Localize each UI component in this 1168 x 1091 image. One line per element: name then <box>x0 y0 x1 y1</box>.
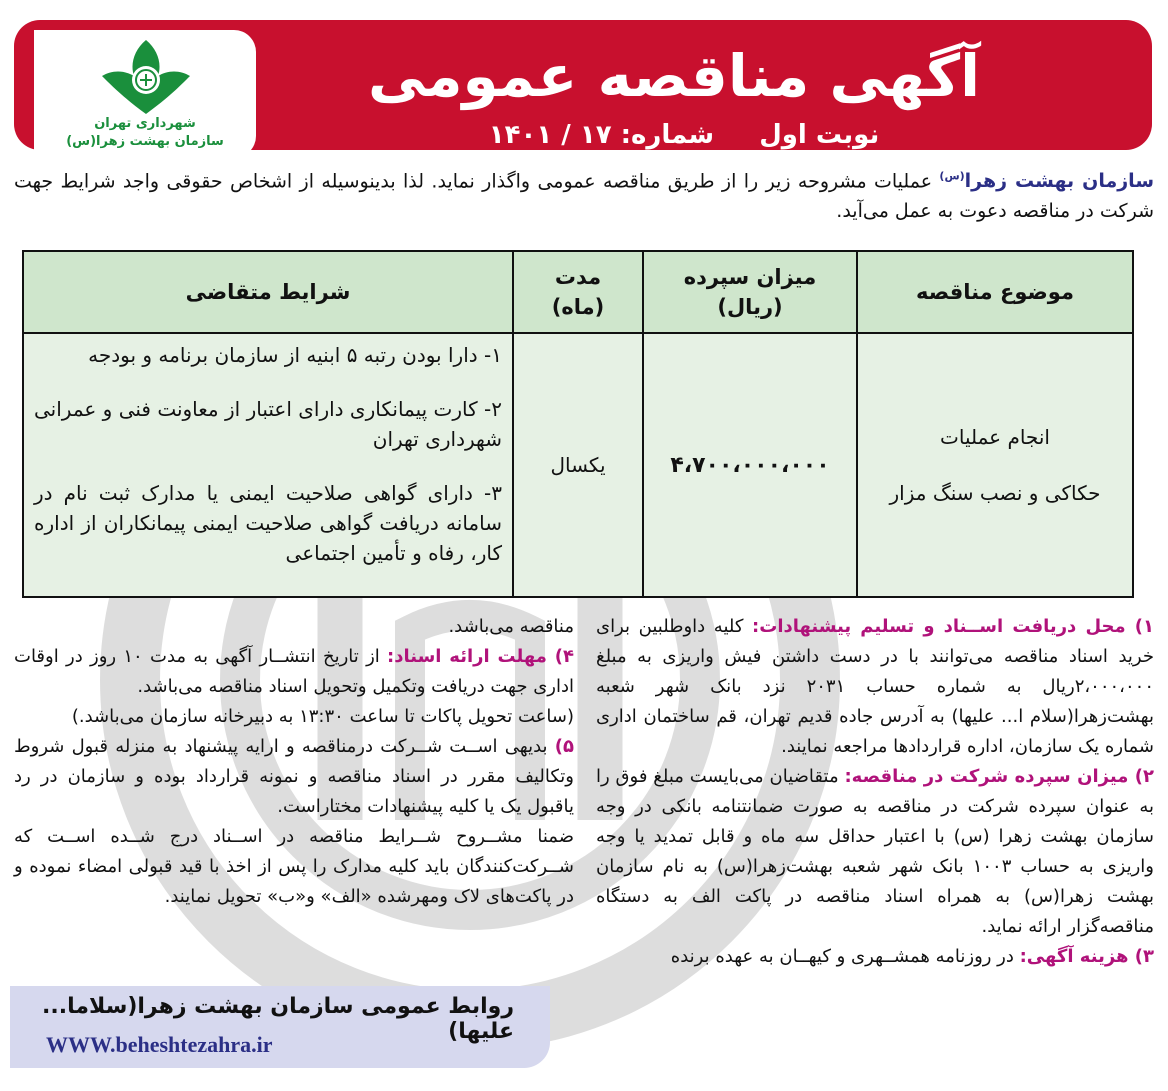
cell-duration: یکسال <box>513 333 643 597</box>
table-header-row <box>23 251 1133 333</box>
notice-title: آگهی مناقصه عمومی <box>367 42 981 110</box>
section-4-note: (ساعت تحویل پاکات تا ساعت ۱۳:۳۰ به دبیرخانه سازمان می‌باشد.) <box>71 706 574 727</box>
section-3: ۳) هزینه آگهی: در روزنامه همشــهری و کیهــان به عهده برنده <box>670 946 1154 967</box>
notice-subtitle <box>454 120 914 150</box>
header-duration: مدت (ماه) <box>513 251 643 333</box>
intro-paragraph <box>14 162 1154 226</box>
organization-logo <box>34 30 256 158</box>
footer-public-relations: روابط عمومی سازمان بهشت زهرا(سلاما... علیها) <box>42 994 514 1044</box>
notice-number: شماره: ۱۷ / ۱۴۰۱ <box>488 120 715 150</box>
header-conditions: شرایط متقاضی <box>23 251 513 333</box>
condition-item: ۲- کارت پیمانکاری دارای اعتبار از معاونت فنی و عمرانی شهرداری تهران <box>34 397 502 451</box>
header-subject: موضوع مناقصه <box>857 251 1133 333</box>
table-row <box>23 333 1133 597</box>
condition-item: ۳- دارای گواهی صلاحیت ایمنی یا مدارک ثبت نام در سامانه دریافت گواهی صلاحیت ایمنی پیمانکاران از اداره کار، رفاه و تأمین اجتماعی <box>34 481 502 565</box>
section-4: ۴) مهلت ارائه اسناد: از تاریخ انتشــار آگهی به مدت ۱۰ روز در اوقات اداری جهت دریافت وتکمیل وتحویل اسناد مناقصه می‌باشد. <box>14 646 574 697</box>
header-deposit: میزان سپرده (ریال) <box>643 251 857 333</box>
section-2: ۲) میزان سپرده شرکت در مناقصه: متقاضیان می‌بایست مبلغ فوق را به عنوان سپرده شرکت در مناقصه به صورت ضمانتنامه بانکی در وجه سازمان بهشت زهرا (س) با اعتبار حداقل سه ماه و قابل تمدید یا وجه واریزی به حساب ۱۰۰۳ بانک شهر شعبه بهشت‌زهرا(س) به نام سازمان بهشت زهرا(س) به همراه اسناد مناقصه در پاکت الف به دستگاه مناقصه‌گزار ارائه نماید. <box>596 766 1154 937</box>
tulip-logo-icon <box>94 36 198 120</box>
notice-round: نوبت اول <box>759 120 880 150</box>
closing-paragraph: ضمنا مشــروح شــرایط مناقصه در اســناد درج شــده اســت که شــرکت‌کنندگان باید کلیه مدارک را پس از اخذ با قید قبولی امضاء نموده و در پاکت‌های لاک ومهرشده «الف» و«ب» تحویل نمایند. <box>14 826 574 907</box>
section-3-continued: مناقصه می‌باشد. <box>448 616 574 637</box>
section-1: ۱) محل دریافت اســناد و تسلیم پیشنهادات: کلیه داوطلبین برای خرید اسناد مناقصه می‌توانند با در دست داشتن فیش واریزی به مبلغ ۲،۰۰۰،۰۰۰ریال به شماره حساب ۲۰۳۱ نزد بانک شهر شعبه بهشت‌زهرا(سلام ا... علیها) به آدرس جاده قدیم تهران، قم ساختمان اداری شماره یک سازمان، اداره قراردادها مراجعه نمایند. <box>596 616 1155 757</box>
left-column <box>14 612 574 912</box>
section-5: ۵) بدیهی اســت شــرکت درمناقصه و ارایه پیشنهاد به منزله قبول شروط وتکالیف مقرر در اسناد مناقصه و نمونه قرارداد بوده و سازمان در رد یاقبول یک یا کلیه پیشنهادات مختاراست. <box>14 736 574 817</box>
cell-deposit: ۴،۷۰۰،۰۰۰،۰۰۰ <box>643 333 857 597</box>
footer-box <box>10 986 550 1068</box>
logo-organization-text: سازمان بهشت زهرا(س) <box>66 134 224 149</box>
intro-org-name: سازمان بهشت زهرا$^{(س)}$ <box>939 170 1155 193</box>
right-column <box>596 612 1154 972</box>
intro-text: عملیات مشروحه زیر را از طریق مناقصه عمومی واگذار نماید. لذا بدینوسیله از اشخاص حقوقی واجد شرایط جهت شرکت در مناقصه دعوت به عمل می‌آید. <box>14 170 1154 223</box>
cell-conditions <box>23 333 513 597</box>
condition-item: ۱- دارا بودن رتبه ۵ ابنیه از سازمان برنامه و بودجه <box>88 343 502 367</box>
website-link[interactable]: WWW.beheshtezahra.ir <box>46 1032 273 1057</box>
cell-subject: انجام عملیات حکاکی و نصب سنگ مزار <box>857 333 1133 597</box>
logo-municipality-text: شهرداری تهران <box>94 116 196 131</box>
tender-table <box>22 250 1134 598</box>
